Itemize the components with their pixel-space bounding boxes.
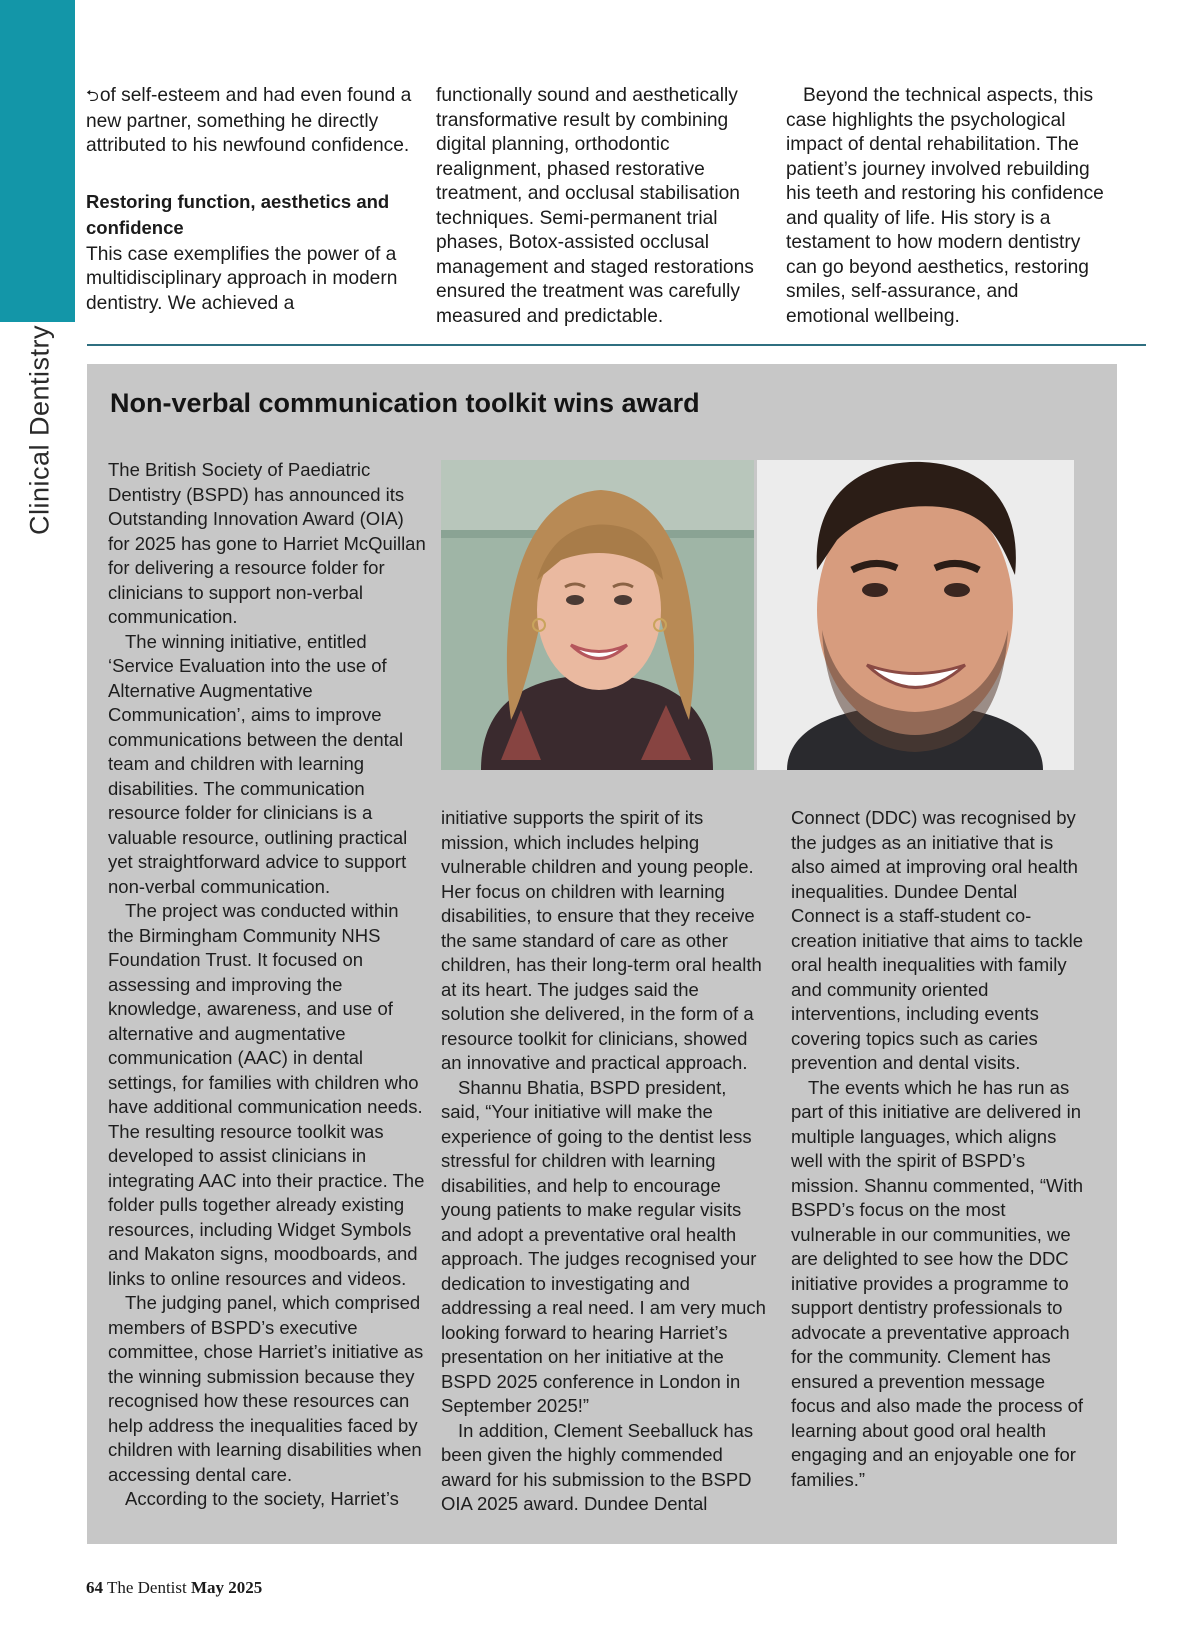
page-footer — [86, 1578, 262, 1598]
continuation-text: of self-esteem and had even found a new partner, something he directly attributed to his newfound confidence. — [86, 85, 412, 156]
article-paragraph: The project was conducted within the Birmingham Community NHS Foundation Trust. It focused on assessing and improving the knowledge, awareness, and use of alternative and augmentative communication (AAC) in dental settings, for families with children who have additional communication needs. The resulting resource toolkit was developed to assist clinicians in integrating AAC into their practice. The folder pulls together already existing resources, including Widget Symbols and Makaton signs, moodboards, and links to online resources and videos. — [108, 900, 425, 1289]
portrait-man-image — [757, 460, 1074, 770]
section-divider — [87, 344, 1146, 346]
article-paragraph: The judging panel, which comprised members of BSPD’s executive committee, chose Harriet’s initiative as the winning submission because they recognised how these resources can help address the inequalities faced by children with learning disabilities when accessing dental care. — [108, 1292, 424, 1485]
article-column-1 — [108, 458, 428, 1512]
top-column-3 — [786, 84, 1104, 329]
top-column-1 — [86, 84, 416, 316]
issue-date: May 2025 — [191, 1578, 263, 1597]
photo-clement-seeballuck — [757, 460, 1074, 770]
top-col2-text: functionally sound and aesthetically transformative result by combining digital planning, orthodontic realignment, phased restorative treatment, and occlusal stabilisation techniques. Semi-permanent trial phases, Botox-assisted occlusal management and staged restorations ensured the treatment was carefully measured and predictable. — [436, 85, 754, 327]
article-paragraph: Connect (DDC) was recognised by the judges as an initiative that is also aimed at improving oral health inequalities. Dundee Dental Connect is a staff-student co-creation initiative that aims to tackle oral health inequalities with family and community oriented interventions, including events covering topics such as caries prevention and dental visits. — [791, 807, 1084, 1073]
continuation-arrow-icon: ⮌ — [86, 88, 99, 105]
article-column-2 — [441, 806, 766, 1517]
article-title: Non-verbal communication toolkit wins award — [110, 388, 700, 418]
publication-name: The Dentist — [106, 1578, 187, 1597]
article-paragraph: In addition, Clement Seeballuck has been given the highly commended award for his submission to the BSPD OIA 2025 award. Dundee Dental — [441, 1419, 754, 1514]
article-column-3 — [791, 806, 1087, 1492]
portrait-woman-image — [441, 460, 754, 770]
page-number: 64 — [86, 1578, 103, 1597]
subheading: Restoring function, aesthetics and confidence — [86, 190, 390, 238]
top-col3-text: Beyond the technical aspects, this case highlights the psychological impact of dental rehabilitation. The patient’s journey involved rebuilding his teeth and restoring his confidence and quality of life. His story is a testament to how modern dentistry can go beyond aesthetics, restoring smiles, self-assurance, and emotional wellbeing. — [786, 85, 1104, 327]
article-paragraph: The events which he has run as part of this initiative are delivered in multiple languages, which aligns well with the spirit of BSPD’s mission. Shannu commented, “With BSPD’s focus on the most vulnerable in our communities, we are delighted to see how the DDC initiative provides a programme to support dentistry professionals to advocate a preventative approach for the community. Clement has ensured a prevention message focus and also made the process of learning about good oral health engaging and an enjoyable one for families.” — [791, 1076, 1084, 1490]
section-label: Clinical Dentistry — [24, 324, 55, 536]
article-paragraph: Shannu Bhatia, BSPD president, said, “Your initiative will make the experience of going to the dentist less stressful for children with learning disabilities, and help to encourage young patients to make regular visits and adopt a preventative oral health approach. The judges recognised your dedication to investigating and addressing a real need. I am very much looking forward to hearing Harriet’s presentation on her initiative at the BSPD 2025 conference in London in September 2025!” — [441, 1076, 766, 1416]
article-paragraph: The winning initiative, entitled ‘Service Evaluation into the use of Alternative Augmentative Communication’, aims to improve communications between the dental team and children with learning disabilities. The communication resource folder for clinicians is a valuable resource, outlining practical yet straightforward advice to support non-verbal communication. — [108, 630, 408, 897]
continuation-paragraph — [86, 84, 416, 159]
article-paragraph: initiative supports the spirit of its mission, which includes helping vulnerable children and young people. Her focus on children with learning disabilities, to ensure that they receive the same standard of care as other children, has their long-term oral health at its heart. The judges said the solution she delivered, in the form of a resource toolkit for clinicians, showed an innovative and practical approach. — [441, 807, 762, 1073]
top-column-2 — [436, 84, 756, 329]
top-col1-body: This case exemplifies the power of a multidisciplinary approach in modern dentistry. We achieved a — [86, 243, 398, 314]
photo-harriet-mcquillan — [441, 460, 754, 770]
section-color-bar — [0, 0, 75, 322]
article-paragraph: The British Society of Paediatric Dentistry (BSPD) has announced its Outstanding Innovation Award (OIA) for 2025 has gone to Harriet McQuillan for delivering a resource folder for clinicians to support non-verbal communication. — [108, 459, 426, 627]
article-paragraph: According to the society, Harriet’s — [125, 1488, 399, 1509]
